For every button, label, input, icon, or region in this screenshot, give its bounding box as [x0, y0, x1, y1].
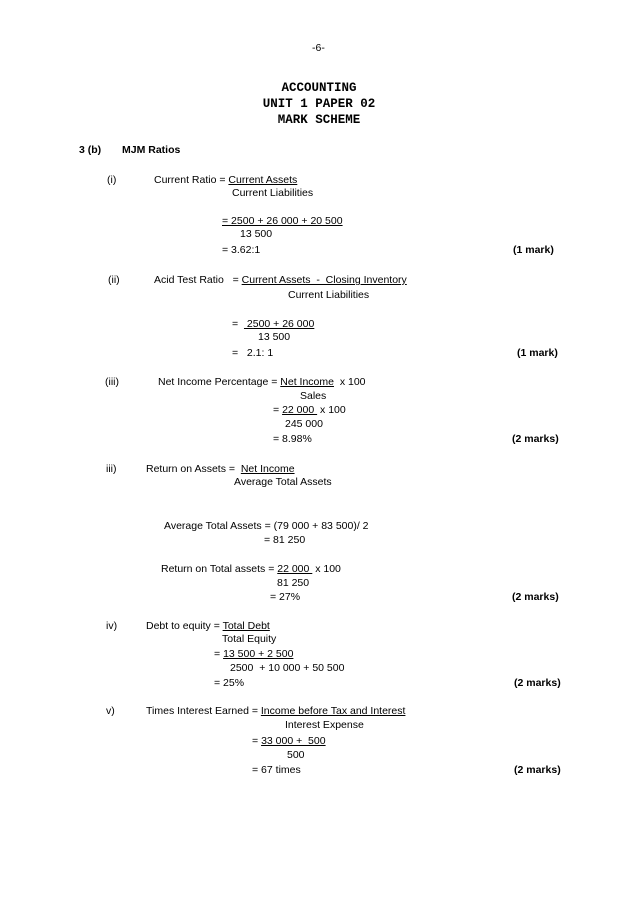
item-label: iii) [106, 463, 117, 475]
marks: (1 mark) [513, 244, 554, 256]
formula-numerator: Net Income [240, 463, 295, 475]
rota-suffix: x 100 [312, 563, 341, 575]
calc-numerator: = 2500 + 26 000 + 20 500 [222, 215, 343, 227]
formula-line [154, 274, 407, 287]
calc-numerator: 33 000 + 500 [261, 735, 326, 747]
result: = 25% [214, 677, 245, 689]
calc-denominator: 2500 + 10 000 + 50 500 [230, 662, 345, 674]
page-number: -6- [312, 42, 325, 54]
rota-denominator: 81 250 [277, 577, 310, 589]
formula-denominator: Current Liabilities [288, 289, 370, 301]
calc-line [232, 318, 314, 331]
calc-numerator: 2500 + 26 000 [243, 318, 315, 330]
formula-prefix: Debt to equity = [146, 620, 223, 632]
formula-numerator: Current Assets - Closing Inventory [241, 274, 407, 286]
calc-denominator: 500 [287, 749, 305, 761]
formula-numerator: Total Debt [222, 620, 270, 632]
formula-line [146, 463, 295, 476]
calc-line [214, 648, 293, 661]
calc-denominator: 13 500 [240, 228, 273, 240]
marks: (2 marks) [514, 764, 561, 776]
header-subtitle: MARK SCHEME [277, 113, 361, 127]
calc-prefix: = [232, 318, 244, 330]
formula-numerator: Income before Tax and Interest [260, 705, 406, 717]
calc-denominator: 245 000 [285, 418, 323, 430]
calc-line [273, 404, 346, 417]
calc-prefix: = [214, 648, 224, 660]
formula-denominator: Sales [300, 390, 327, 402]
formula-line [154, 174, 297, 187]
formula-denominator: Current Liabilities [232, 187, 314, 199]
calc-denominator: 13 500 [258, 331, 291, 343]
rota-prefix: Return on Total assets = [161, 563, 278, 575]
formula-denominator: Interest Expense [285, 719, 364, 731]
formula-line [146, 620, 270, 633]
formula-line [146, 705, 405, 718]
item-label: iv) [106, 620, 118, 632]
item-label: v) [106, 705, 115, 717]
average-total-assets: Average Total Assets = (79 000 + 83 500)/ 2 [164, 520, 369, 532]
average-total-assets-result: = 81 250 [264, 534, 306, 546]
formula-prefix: Times Interest Earned = [146, 705, 261, 717]
section-title: MJM Ratios [122, 144, 181, 156]
item-label: (ii) [108, 274, 120, 286]
item-label: (i) [107, 174, 117, 186]
calc-line [252, 735, 326, 748]
header-unit: UNIT 1 PAPER 02 [262, 97, 376, 111]
result: = 3.62:1 [222, 244, 261, 256]
marks: (1 mark) [517, 347, 558, 359]
formula-suffix: x 100 [333, 376, 366, 388]
marks: (2 marks) [512, 433, 559, 445]
section-number: 3 (b) [79, 144, 102, 156]
formula-denominator: Total Equity [222, 633, 277, 645]
formula-numerator: Net Income [280, 376, 334, 388]
formula-denominator: Average Total Assets [234, 476, 332, 488]
calc-numerator: 22 000 [282, 404, 318, 416]
result: = 2.1: 1 [232, 347, 274, 359]
rota-line [161, 563, 341, 576]
header-title: ACCOUNTING [281, 81, 357, 95]
rota-numerator: 22 000 [277, 563, 313, 575]
marks: (2 marks) [514, 677, 561, 689]
item-label: (iii) [105, 376, 119, 388]
formula-line [158, 376, 366, 389]
result: = 27% [270, 591, 301, 603]
calc-prefix: = [252, 735, 262, 747]
formula-prefix: Current Ratio = [154, 174, 229, 186]
marks: (2 marks) [512, 591, 559, 603]
calc-prefix: = [273, 404, 283, 416]
formula-prefix: Return on Assets = [146, 463, 241, 475]
result: = 67 times [252, 764, 301, 776]
formula-numerator: Current Assets [228, 174, 298, 186]
calc-numerator: 13 500 + 2 500 [223, 648, 294, 660]
formula-prefix: Acid Test Ratio = [154, 274, 242, 286]
calc-suffix: x 100 [317, 404, 346, 416]
result: = 8.98% [273, 433, 312, 445]
formula-prefix: Net Income Percentage = [158, 376, 281, 388]
